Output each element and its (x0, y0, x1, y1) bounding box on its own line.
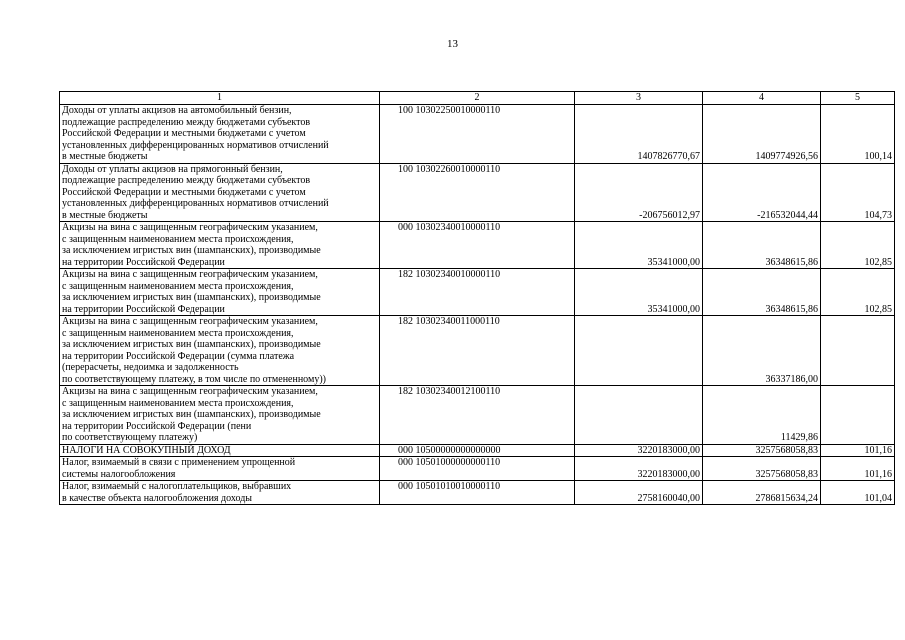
row-name-line: Акцизы на вина с защищенным географическим указанием, (62, 222, 318, 233)
row-name-line: Доходы от уплаты акцизов на прямогонный бензин, (62, 163, 283, 175)
row-fact: 2786815634,24 (703, 481, 821, 505)
row-name-line: на территории Российской Федерации (пени (62, 420, 252, 432)
page-number: 13 (447, 38, 458, 50)
row-fact: 3257568058,83 (703, 444, 821, 457)
row-name-line: Российской Федерации и местными бюджетами с учетом (62, 186, 306, 198)
column-header: 4 (703, 92, 821, 105)
row-name-line: установленных дифференцированных нормативов отчислений (62, 139, 329, 151)
row-code: 182 10302340012100110 (380, 386, 575, 445)
row-name (60, 222, 380, 269)
row-name-line: по соответствующему платежу, в том числе по отмененному)) (62, 373, 326, 385)
row-name-line: системы налогообложения (62, 468, 176, 480)
row-name-line: на территории Российской Федерации (сумма платежа (62, 350, 295, 362)
row-name-line: Российской Федерации и местными бюджетами с учетом (62, 128, 306, 139)
row-percent: 101,16 (821, 457, 895, 481)
row-name-line: в качестве объекта налогообложения доходы (62, 492, 252, 504)
column-header: 2 (380, 92, 575, 105)
row-code: 000 10501010010000110 (380, 481, 575, 505)
row-name-line: в местные бюджеты (62, 151, 148, 162)
row-name-line: по соответствующему платежу) (62, 432, 198, 443)
row-plan: 2758160040,00 (575, 481, 703, 505)
row-fact: 36337186,00 (703, 316, 821, 386)
row-name-line: за исключением игристых вин (шампанских), производимые (62, 409, 321, 420)
table-row (60, 105, 895, 164)
row-name-line: с защищенным наименованием места происхождения, (62, 397, 294, 409)
row-name-line: за исключением игристых вин (шампанских), производимые (62, 292, 321, 303)
row-percent: 104,73 (821, 163, 895, 222)
table-row (60, 163, 895, 222)
table-row (60, 457, 895, 481)
row-fact: 11429,86 (703, 386, 821, 445)
row-plan: 1407826770,67 (575, 105, 703, 164)
row-percent (821, 386, 895, 445)
row-percent: 101,16 (821, 444, 895, 457)
table-row (60, 222, 895, 269)
row-percent: 102,85 (821, 269, 895, 316)
table-row (60, 481, 895, 505)
row-name-line: Налог, взимаемый с налогоплательщиков, выбравших (62, 481, 292, 492)
row-code: 000 10501000000000110 (380, 457, 575, 481)
row-plan: 35341000,00 (575, 269, 703, 316)
row-name-line: Акцизы на вина с защищенным географическим указанием, (62, 386, 318, 397)
row-name (60, 444, 380, 457)
row-plan: 35341000,00 (575, 222, 703, 269)
row-name-line: (перерасчеты, недоимка и задолженность (62, 362, 239, 373)
row-code: 100 10302250010000110 (380, 105, 575, 164)
row-name (60, 105, 380, 164)
row-code: 182 10302340011000110 (380, 316, 575, 386)
row-name (60, 316, 380, 386)
row-name-line: с защищенным наименованием места происхождения, (62, 233, 294, 245)
row-name-line: Налог, взимаемый в связи с применением упрощенной (62, 457, 296, 468)
row-code: 000 10302340010000110 (380, 222, 575, 269)
row-name-line: Доходы от уплаты акцизов на автомобильный бензин, (62, 105, 292, 116)
column-header: 1 (60, 92, 380, 105)
budget-table (59, 91, 895, 505)
row-name-line: НАЛОГИ НА СОВОКУПНЫЙ ДОХОД (62, 444, 231, 456)
row-name-line: за исключением игристых вин (шампанских), производимые (62, 245, 321, 256)
row-code: 182 10302340010000110 (380, 269, 575, 316)
table-row (60, 386, 895, 445)
row-name-line: Акцизы на вина с защищенным географическим указанием, (62, 269, 318, 280)
table-row (60, 269, 895, 316)
row-plan: -206756012,97 (575, 163, 703, 222)
row-plan: 3220183000,00 (575, 457, 703, 481)
row-percent (821, 316, 895, 386)
row-name-line: в местные бюджеты (62, 209, 148, 221)
row-fact: 3257568058,83 (703, 457, 821, 481)
row-fact: -216532044,44 (703, 163, 821, 222)
row-name-line: за исключением игристых вин (шампанских), производимые (62, 339, 321, 350)
column-header: 5 (821, 92, 895, 105)
table-row (60, 316, 895, 386)
row-code: 100 10302260010000110 (380, 163, 575, 222)
row-name-line: на территории Российской Федерации (62, 256, 225, 268)
table-header-row (60, 92, 895, 105)
row-plan (575, 316, 703, 386)
row-percent: 102,85 (821, 222, 895, 269)
row-name (60, 457, 380, 481)
row-fact: 36348615,86 (703, 269, 821, 316)
row-name-line: подлежащие распределению между бюджетами субъектов (62, 116, 311, 128)
row-name-line: установленных дифференцированных нормативов отчислений (62, 198, 329, 209)
row-name-line: подлежащие распределению между бюджетами субъектов (62, 175, 311, 186)
row-name-line: с защищенным наименованием места происхождения, (62, 280, 294, 292)
row-percent: 101,04 (821, 481, 895, 505)
row-plan (575, 386, 703, 445)
row-name-line: на территории Российской Федерации (62, 303, 225, 315)
row-name (60, 481, 380, 505)
row-name (60, 269, 380, 316)
row-code: 000 10500000000000000 (380, 444, 575, 457)
row-name-line: Акцизы на вина с защищенным географическим указанием, (62, 316, 318, 327)
row-plan: 3220183000,00 (575, 444, 703, 457)
column-header: 3 (575, 92, 703, 105)
row-percent: 100,14 (821, 105, 895, 164)
table-row (60, 444, 895, 457)
row-fact: 36348615,86 (703, 222, 821, 269)
row-fact: 1409774926,56 (703, 105, 821, 164)
row-name-line: с защищенным наименованием места происхождения, (62, 327, 294, 339)
row-name (60, 386, 380, 445)
row-name (60, 163, 380, 222)
